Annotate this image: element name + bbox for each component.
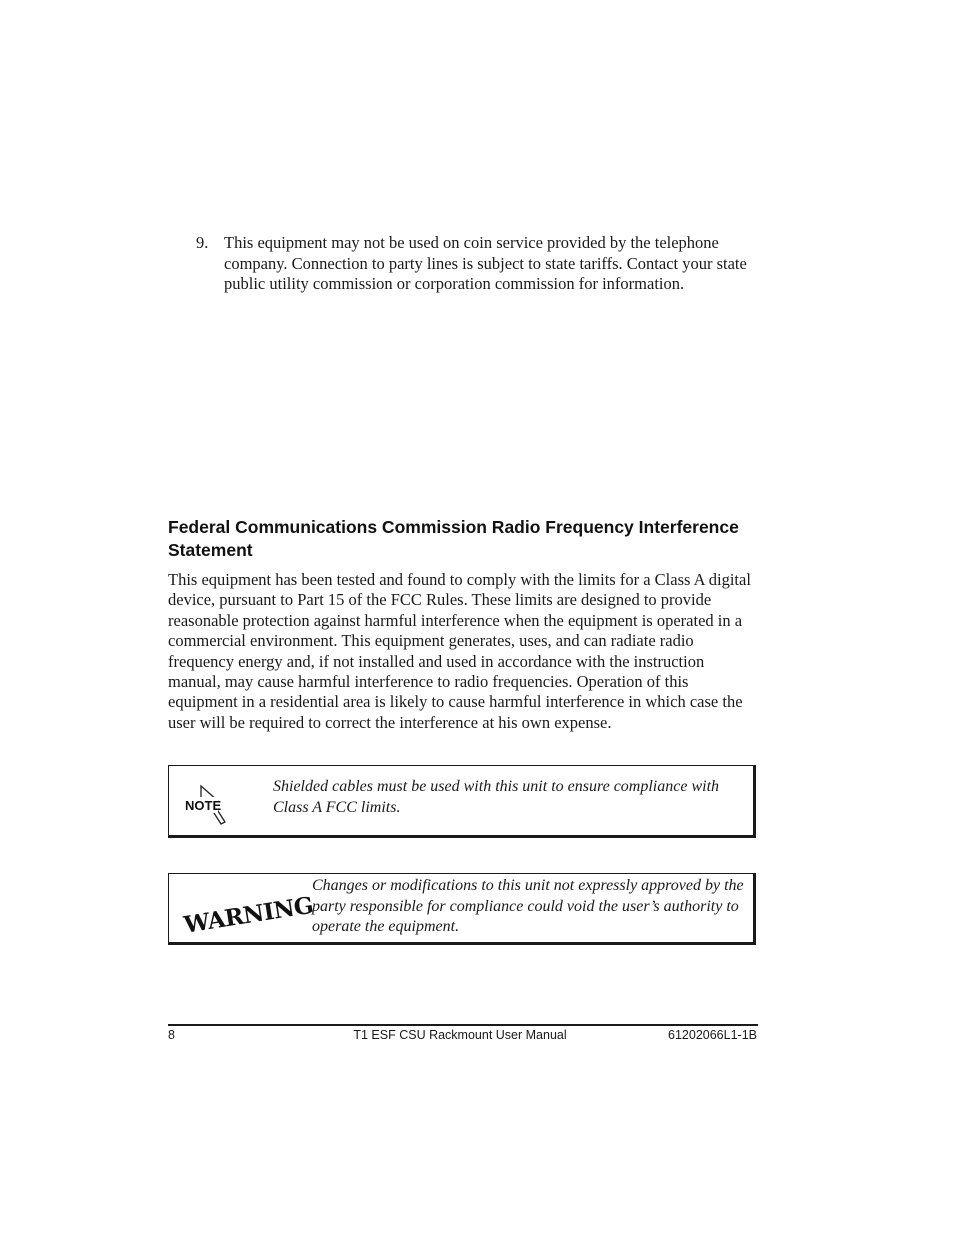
page-number: 8 (168, 1028, 175, 1042)
footer-title: T1 ESF CSU Rackmount User Manual (353, 1028, 567, 1042)
note-box (168, 765, 756, 838)
warning-text: Changes or modifications to this unit not expressly approved by the party responsible for compliance could void the user’s authority to operate the equipment. (312, 877, 744, 935)
note-text: Shielded cables must be used with this unit to ensure compliance with Class A FCC limits. (273, 778, 720, 816)
section-heading: Federal Communications Commission Radio Frequency Interference Statement (168, 517, 739, 560)
footer-divider (168, 1024, 758, 1026)
list-item-text: This equipment may not be used on coin service provided by the telephone company. Connection to party lines is subject to state tariffs. Contact your state public utility commission or corporation commission for information. (224, 233, 747, 293)
list-item-9 (196, 233, 756, 295)
warning-icon (179, 888, 315, 939)
note-icon-label: NOTE (185, 798, 222, 813)
doc-number: 61202066L1-1B (668, 1028, 757, 1042)
warning-icon-label: WARNING (182, 891, 315, 939)
note-icon (181, 782, 229, 830)
list-item-number: 9. (196, 233, 209, 252)
section-paragraph: This equipment has been tested and found to comply with the limits for a Class A digital device, pursuant to Part 15 of the FCC Rules. These limits are designed to provide reasonable protection against harmful interference when the equipment is operated in a commercial environment. This equipment generates, uses, and can radiate radio frequency energy and, if not installed and used in accordance with the instruction manual, may cause harmful interference to radio frequencies. Operation of this equipment in a residential area is likely to cause harmful interference in which case the user will be required to correct the interference at his own expense. (168, 570, 751, 732)
warning-box (168, 873, 756, 945)
